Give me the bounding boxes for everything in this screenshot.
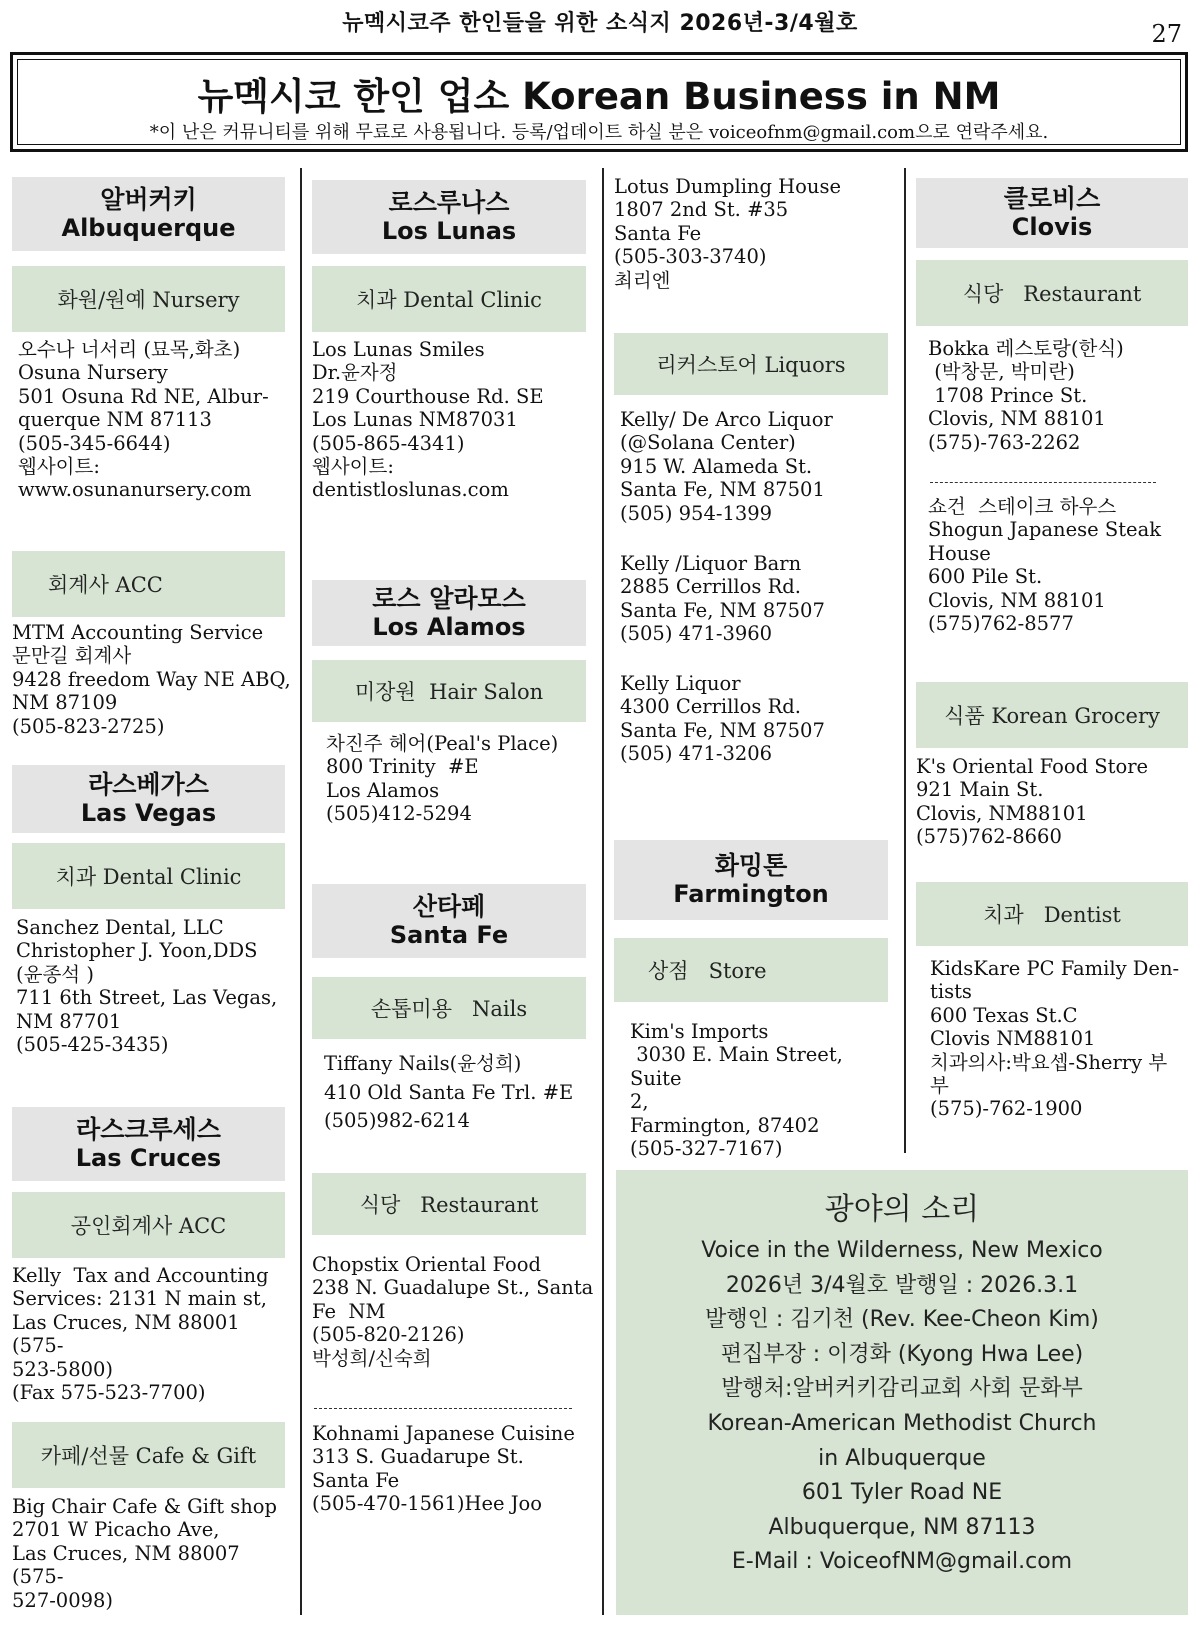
city-name-en: Las Vegas xyxy=(80,798,217,827)
city-name-ko: 라스크루세스 xyxy=(76,1114,221,1144)
city-header-los-alamos xyxy=(312,580,586,646)
city-name-en: Santa Fe xyxy=(389,920,509,949)
category-korean-grocery: 식품 Korean Grocery xyxy=(916,682,1188,748)
listing-line: (505)982-6214 xyxy=(324,1109,470,1132)
listing-line: Voice in the Wilderness, New Mexico xyxy=(701,1238,1103,1263)
listing-line: (윤종석 ) xyxy=(16,962,94,986)
listing-line: 9428 freedom Way NE ABQ, xyxy=(12,667,291,691)
listing-line: (505-823-2725) xyxy=(12,714,165,738)
category-liquors: 리커스토어 Liquors xyxy=(614,333,888,395)
city-name-ko: 알버커키 xyxy=(100,184,197,214)
listing-line: Kelly/ De Arco Liquor xyxy=(620,408,833,431)
listing-line: 523-5800) xyxy=(12,1357,114,1381)
listing-tiffany-nails xyxy=(324,1050,599,1136)
listing-line: (505) 471-3206 xyxy=(620,742,773,766)
listing-line: 쇼건 스테이크 하우스 xyxy=(928,495,1117,518)
listing-mtm-accounting xyxy=(12,621,297,738)
listing-line: querque NM 87113 xyxy=(18,408,212,432)
city-name-en: Farmington xyxy=(673,879,829,908)
listing-line: KidsKare PC Family Den- xyxy=(930,957,1180,980)
listing-osuna-nursery xyxy=(18,338,293,502)
listing-line: NM 87109 xyxy=(12,691,118,715)
listing-line: dentistloslunas.com xyxy=(312,478,509,502)
listing-kelly-liquor xyxy=(620,672,900,766)
listing-line: Albuquerque, NM 87113 xyxy=(768,1514,1036,1540)
listing-line: Shogun Japanese Steak xyxy=(928,518,1162,542)
listing-chopstix xyxy=(312,1253,597,1370)
city-name-ko: 산타페 xyxy=(412,891,486,921)
listing-line: 1708 Prince St. xyxy=(928,383,1088,407)
listing-line: Farmington, 87402 xyxy=(630,1113,820,1137)
publisher-title: 광야의 소리 xyxy=(824,1192,980,1227)
category-nursery: 화원/원예 Nursery xyxy=(12,266,285,332)
city-name-en: Albuquerque xyxy=(61,213,236,242)
listing-line: Santa Fe, NM 87507 xyxy=(620,598,825,622)
listing-line: (@Solana Center) xyxy=(620,431,796,455)
listing-ks-oriental-food xyxy=(916,755,1191,849)
page-title: 뉴멕시코 한인 업소 Korean Business in NM xyxy=(197,75,1001,118)
category-restaurant: 식당 Restaurant xyxy=(916,260,1188,326)
column-divider xyxy=(904,168,906,1153)
column-divider xyxy=(300,168,302,1615)
listing-line: 3030 E. Main Street, Suite xyxy=(630,1043,850,1090)
city-name-ko: 라스베가스 xyxy=(88,769,209,799)
listing-line: 711 6th Street, Las Vegas, xyxy=(16,986,278,1010)
listing-line: Tiffany Nails(윤성희) xyxy=(324,1052,522,1075)
category-dental-clinic: 치과 Dental Clinic xyxy=(312,266,586,332)
listing-line: Santa Fe xyxy=(312,1468,400,1492)
listing-line: (575)-763-2262 xyxy=(928,430,1081,454)
listing-line: 527-0098) xyxy=(12,1588,114,1612)
listing-line: Fe NM xyxy=(312,1299,386,1323)
city-header-las-vegas xyxy=(12,765,285,833)
category-accounting: 회계사 ACC xyxy=(12,551,285,617)
listing-line: Osuna Nursery xyxy=(18,361,168,385)
listing-line: (505) 471-3960 xyxy=(620,622,773,646)
listing-line: 915 W. Alameda St. xyxy=(620,454,813,478)
city-name-ko: 로스 알라모스 xyxy=(372,583,526,613)
city-header-los-lunas xyxy=(312,180,586,254)
listing-line: 238 N. Guadalupe St., Santa xyxy=(312,1276,594,1300)
masthead-subtitle: *이 난은 커뮤니티를 위해 무료로 사용됩니다. 등록/업데이트 하실 분은 voiceofnm@gmail.com으로 연락주세요. xyxy=(149,122,1049,143)
listing-line: 2885 Cerrillos Rd. xyxy=(620,575,801,599)
listing-line: Clovis, NM 88101 xyxy=(928,407,1106,431)
listing-peals-place xyxy=(326,732,598,826)
listing-line: MTM Accounting Service xyxy=(12,621,264,644)
listing-line: Kohnami Japanese Cuisine xyxy=(312,1422,575,1445)
listing-line: (575)-762-1900 xyxy=(930,1097,1083,1121)
listing-line: (Fax 575-523-7700) xyxy=(12,1381,206,1405)
city-name-ko: 화밍톤 xyxy=(714,850,788,880)
listing-line: 차진주 헤어(Peal's Place) xyxy=(326,732,559,755)
listing-line: 웹사이트: xyxy=(312,455,394,479)
category-hair-salon: 미장원 Hair Salon xyxy=(312,660,586,722)
listing-line: Christopher J. Yoon,DDS xyxy=(16,939,258,963)
listing-shogun xyxy=(928,495,1193,635)
listing-line: 2701 W Picacho Ave, xyxy=(12,1518,220,1542)
listing-line: (575)762-8660 xyxy=(916,825,1062,849)
listing-line: 410 Old Santa Fe Trl. #E xyxy=(324,1080,574,1104)
listing-divider xyxy=(930,482,1156,483)
listing-line: Santa Fe xyxy=(614,221,702,245)
city-name-en: Clovis xyxy=(1011,212,1093,241)
listing-line: Clovis, NM88101 xyxy=(916,801,1088,825)
listing-line: Clovis NM88101 xyxy=(930,1027,1096,1051)
listing-line: 편집부장 : 이경화 (Kyong Hwa Lee) xyxy=(720,1341,1084,1367)
listing-kelly-tax xyxy=(12,1264,297,1404)
listing-line: (505)412-5294 xyxy=(326,802,472,826)
listing-line: (505-865-4341) xyxy=(312,431,465,455)
listing-line: Sanchez Dental, LLC xyxy=(16,916,224,939)
listing-line: www.osunanursery.com xyxy=(18,478,252,502)
listing-line: (505-820-2126) xyxy=(312,1323,465,1347)
listing-line: Las Cruces, NM 88007 (575- xyxy=(12,1541,246,1589)
category-cafe-gift: 카페/선물 Cafe & Gift xyxy=(12,1422,285,1488)
listing-line: tists xyxy=(930,980,972,1004)
listing-line: 600 Texas St.C xyxy=(930,1003,1078,1027)
listing-line: 발행인 : 김기천 (Rev. Kee-Cheon Kim) xyxy=(705,1307,1099,1333)
listing-line: K's Oriental Food Store xyxy=(916,755,1149,778)
listing-line: Los Lunas Smiles xyxy=(312,338,485,361)
listing-line: (박창문, 박미란) xyxy=(928,360,1075,384)
listing-bokka xyxy=(928,337,1193,454)
page-number: 27 xyxy=(1151,20,1182,48)
listing-line: Kim's Imports xyxy=(630,1020,769,1043)
listing-line: Clovis, NM 88101 xyxy=(928,588,1106,612)
listing-line: 2, xyxy=(630,1090,649,1114)
listing-line: (505) 954-1399 xyxy=(620,501,773,525)
listing-line: Kelly Liquor xyxy=(620,672,741,695)
listing-line: (505-327-7167) xyxy=(630,1137,783,1161)
listing-los-lunas-smiles xyxy=(312,338,597,502)
listing-line: 600 Pile St. xyxy=(928,565,1043,589)
listing-line: (505-425-3435) xyxy=(16,1033,169,1057)
city-header-clovis xyxy=(916,178,1188,248)
listing-kohnami xyxy=(312,1422,597,1516)
listing-line: 800 Trinity #E xyxy=(326,755,479,779)
city-header-las-cruces xyxy=(12,1107,285,1181)
listing-line: 501 Osuna Rd NE, Albur- xyxy=(18,384,269,408)
listing-line: (505-470-1561)Hee Joo xyxy=(312,1492,543,1516)
category-nails: 손톱미용 Nails xyxy=(312,977,586,1039)
category-restaurant: 식당 Restaurant xyxy=(312,1173,586,1235)
listing-line: 발행처:알버커키감리교회 사회 문화부 xyxy=(721,1376,1083,1402)
listing-line: Los Lunas NM87031 xyxy=(312,408,518,432)
listing-line: 921 Main St. xyxy=(916,778,1044,802)
listing-divider xyxy=(314,1408,572,1409)
listing-line: 4300 Cerrillos Rd. xyxy=(620,695,801,719)
masthead xyxy=(10,52,1188,152)
category-store: 상점 Store xyxy=(614,938,888,1002)
running-title: 뉴멕시코주 한인들을 위한 소식지 2026년-3/4월호 xyxy=(342,11,858,36)
listing-line: House xyxy=(928,541,991,565)
listing-line: (505-303-3740) xyxy=(614,245,767,269)
listing-line: Dr.윤자정 xyxy=(312,361,398,385)
listing-line: Los Alamos xyxy=(326,778,440,802)
listing-line: 313 S. Guadarupe St. xyxy=(312,1445,524,1469)
listing-line: Kelly Tax and Accounting xyxy=(12,1264,269,1287)
publisher-lines xyxy=(616,1234,1188,1580)
listing-line: 웹사이트: xyxy=(18,455,100,479)
city-header-albuquerque xyxy=(12,177,285,251)
listing-line: Korean-American Methodist Church xyxy=(707,1410,1097,1436)
listing-line: 최리엔 xyxy=(614,268,671,292)
category-dental-clinic: 치과 Dental Clinic xyxy=(12,843,285,909)
listing-liquor-barn xyxy=(620,552,900,646)
city-name-ko: 로스루나스 xyxy=(388,187,510,217)
listing-line: (505-345-6644) xyxy=(18,431,171,455)
listing-line: NM 87701 xyxy=(16,1009,122,1033)
city-name-en: Las Cruces xyxy=(75,1143,222,1172)
listing-line: Bokka 레스토랑(한식) xyxy=(928,337,1124,360)
listing-line: in Albuquerque xyxy=(818,1445,986,1471)
publisher-info-box xyxy=(616,1170,1188,1615)
city-header-farmington xyxy=(614,840,888,920)
city-header-santa-fe xyxy=(312,884,586,958)
city-name-en: Los Alamos xyxy=(372,612,526,641)
listing-big-chair-cafe xyxy=(12,1495,297,1612)
listing-line: 치과의사:박요셉-Sherry 부 xyxy=(930,1050,1168,1074)
listing-line: Chopstix Oriental Food xyxy=(312,1253,541,1276)
city-name-en: Los Lunas xyxy=(381,216,517,245)
listing-kidskare xyxy=(930,957,1192,1121)
listing-line: Services: 2131 N main st, xyxy=(12,1287,267,1311)
category-dentist: 치과 Dentist xyxy=(916,882,1188,946)
category-cpa: 공인회계사 ACC xyxy=(12,1192,285,1258)
column-divider xyxy=(602,168,604,1615)
listing-line: Kelly /Liquor Barn xyxy=(620,552,802,575)
listing-de-arco-liquor xyxy=(620,408,900,525)
listing-line: 오수나 너서리 (묘목,화초) xyxy=(18,338,241,361)
listing-line: 2026년 3/4월호 발행일 : 2026.3.1 xyxy=(725,1272,1079,1298)
listing-sanchez-dental xyxy=(16,916,296,1056)
listing-line: Santa Fe, NM 87507 xyxy=(620,718,825,742)
listing-kims-imports xyxy=(630,1020,900,1160)
listing-line: 219 Courthouse Rd. SE xyxy=(312,384,544,408)
listing-line: 601 Tyler Road NE xyxy=(801,1480,1003,1506)
listing-line: 1807 2nd St. #35 xyxy=(614,198,789,222)
city-name-ko: 클로비스 xyxy=(1003,183,1101,213)
listing-line: 박성희/신숙희 xyxy=(312,1346,432,1370)
listing-line: (575)762-8577 xyxy=(928,612,1074,636)
listing-line: 문만길 회계사 xyxy=(12,644,132,668)
listing-line: Santa Fe, NM 87501 xyxy=(620,478,825,502)
listing-lotus-dumpling xyxy=(614,175,899,292)
listing-line: Big Chair Cafe & Gift shop xyxy=(12,1495,278,1518)
listing-line: Lotus Dumpling House xyxy=(614,175,842,198)
listing-line: Las Cruces, NM 88001 (575- xyxy=(12,1310,246,1358)
listing-line: E-Mail : VoiceofNM@gmail.com xyxy=(731,1549,1073,1575)
listing-line: 부 xyxy=(930,1074,949,1098)
